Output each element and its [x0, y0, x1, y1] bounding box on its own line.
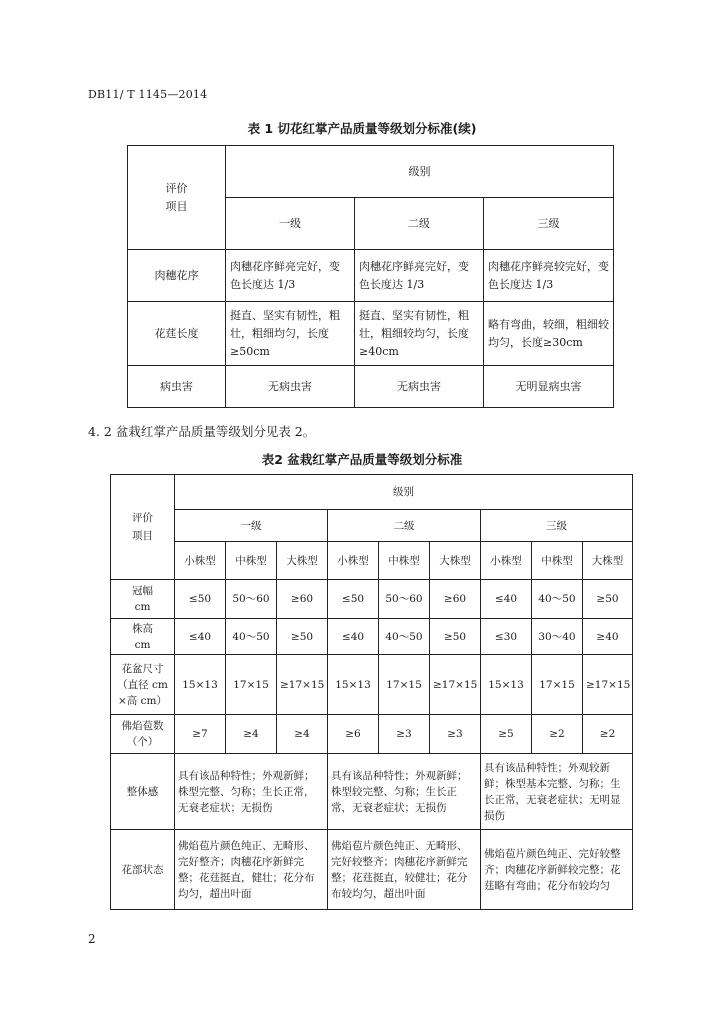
table-cell: 40～50 — [226, 619, 277, 655]
table-cell: 佛焰苞片颜色纯正、无畸形、完好整齐；肉穗花序新鲜完整；花莛挺直，健壮；花分布均匀，超出叶面 — [175, 830, 328, 910]
table-cell: 40～50 — [532, 580, 583, 619]
table-cell: ≤40 — [175, 619, 226, 655]
grade-header: 二级 — [355, 198, 484, 250]
table-cell: ≥50 — [583, 580, 633, 619]
table-cell: ≤30 — [481, 619, 532, 655]
item-header-cell — [128, 146, 226, 250]
table-cell: ≥60 — [277, 580, 328, 619]
table-cell: 略有弯曲，较细，粗细较均匀，长度≥30cm — [484, 302, 614, 366]
table-cell: ≤50 — [175, 580, 226, 619]
table-cell: 15×13 — [175, 655, 226, 715]
row-label: 病虫害 — [128, 366, 226, 408]
grade-header: 二级 — [328, 510, 481, 542]
table2-caption: 表2 盆栽红掌产品质量等级划分标准 — [261, 452, 463, 467]
table-cell: ≥17×15 — [583, 655, 633, 715]
table-cell: ≥2 — [532, 715, 583, 754]
item-header-line2: 项目 — [165, 199, 188, 213]
table-cell: 15×13 — [328, 655, 379, 715]
item-header-cell — [111, 475, 175, 580]
table-row — [111, 715, 633, 754]
grade-header: 一级 — [175, 510, 328, 542]
table-row — [111, 580, 633, 619]
plant-type-header: 大株型 — [430, 542, 481, 580]
table-row — [111, 619, 633, 655]
row-label-line: （直径 cm — [117, 678, 168, 691]
table-cell: 挺直、坚实有韧性，粗壮，粗细较均匀，长度≥40cm — [355, 302, 484, 366]
item-header-line1: 评价 — [132, 512, 153, 524]
row-label: 整体感 — [111, 754, 175, 830]
table-cell: 具有该品种特性；外观较新鲜；株型基本完整、匀称；生长正常，无衰老症状；无明显损伤 — [481, 754, 633, 830]
plant-type-header: 小株型 — [328, 542, 379, 580]
table-cell: 肉穗花序鲜亮完好，变色长度达 1/3 — [226, 250, 355, 302]
table-cell: 40～50 — [379, 619, 430, 655]
level-header: 级别 — [175, 475, 633, 510]
plant-type-header: 大株型 — [277, 542, 328, 580]
row-label: 花莛长度 — [128, 302, 226, 366]
table-cell: 17×15 — [379, 655, 430, 715]
table1-caption: 表 1 切花红掌产品质量等级划分标准(续) — [247, 121, 477, 136]
table-cell: 无明显病虫害 — [484, 366, 614, 408]
table-cell: 50～60 — [379, 580, 430, 619]
grade-header: 一级 — [226, 198, 355, 250]
row-label-line: 株高 — [132, 622, 153, 635]
table-cell: ≥2 — [583, 715, 633, 754]
table-cell: 17×15 — [532, 655, 583, 715]
table-cell: 佛焰苞片颜色纯正、完好较整齐；肉穗花序新鲜较完整；花莛略有弯曲；花分布较均匀 — [481, 830, 633, 910]
plant-type-header: 中株型 — [379, 542, 430, 580]
row-label-line: 花盆尺寸 — [121, 662, 164, 675]
table-cell: ≥3 — [379, 715, 430, 754]
plant-type-header: 大株型 — [583, 542, 633, 580]
table-cell: ≥17×15 — [277, 655, 328, 715]
level-header: 级别 — [226, 146, 614, 198]
table-row — [111, 754, 633, 830]
item-header-line1: 评价 — [165, 181, 188, 195]
row-label-line: 冠幅 — [132, 585, 153, 597]
table1 — [127, 145, 614, 408]
table-cell: ≥7 — [175, 715, 226, 754]
row-label-line: cm — [134, 601, 151, 613]
row-label-line: 佛焰苞数 — [121, 720, 164, 732]
table-cell: ≥4 — [226, 715, 277, 754]
table-cell: 无病虫害 — [226, 366, 355, 408]
row-label-line: cm — [134, 638, 151, 651]
table-cell: 50～60 — [226, 580, 277, 619]
table-cell: ≥5 — [481, 715, 532, 754]
table-cell: 具有该品种特性；外观新鲜；株型完整、匀称；生长正常，无衰老症状；无损伤 — [175, 754, 328, 830]
table-row — [128, 302, 614, 366]
table-cell: 肉穗花序鲜亮完好，变色长度达 1/3 — [355, 250, 484, 302]
grade-header: 三级 — [481, 510, 633, 542]
table-cell: ≥17×15 — [430, 655, 481, 715]
table-cell: ≥60 — [430, 580, 481, 619]
document-code: DB11/ T 1145—2014 — [88, 88, 208, 101]
table-cell: 佛焰苞片颜色纯正、无畸形、完好较整齐；肉穗花序新鲜完整；花莛挺直，较健壮；花分布较均匀，超出叶面 — [328, 830, 481, 910]
plant-type-header: 中株型 — [226, 542, 277, 580]
table-row — [128, 250, 614, 302]
table-cell: ≥50 — [277, 619, 328, 655]
row-label: 花部状态 — [111, 830, 175, 910]
table-cell: 挺直、坚实有韧性，粗壮，粗细均匀，长度≥50cm — [226, 302, 355, 366]
table-cell: 无病虫害 — [355, 366, 484, 408]
page-number: 2 — [88, 932, 96, 946]
table-row — [128, 366, 614, 408]
table-cell: ≥6 — [328, 715, 379, 754]
table-row — [111, 655, 633, 715]
table2 — [110, 474, 633, 910]
plant-type-header: 小株型 — [175, 542, 226, 580]
row-label-line: ×高 cm） — [118, 694, 167, 707]
row-label: 肉穗花序 — [128, 250, 226, 302]
table-cell: 17×15 — [226, 655, 277, 715]
row-label — [111, 655, 175, 715]
table-cell: 肉穗花序鲜亮较完好，变色长度达 1/3 — [484, 250, 614, 302]
row-label — [111, 619, 175, 655]
table-cell: 30～40 — [532, 619, 583, 655]
table-cell: ≥40 — [583, 619, 633, 655]
table-row — [111, 830, 633, 910]
plant-type-header: 小株型 — [481, 542, 532, 580]
table-cell: ≤40 — [328, 619, 379, 655]
table-cell: ≥4 — [277, 715, 328, 754]
table-cell: 15×13 — [481, 655, 532, 715]
section-4-2-text: 4. 2 盆栽红掌产品质量等级划分见表 2。 — [88, 424, 316, 439]
table-cell: ≥3 — [430, 715, 481, 754]
table-cell: 具有该品种特性；外观新鲜；株型较完整、匀称；生长正常，无衰老症状；无损伤 — [328, 754, 481, 830]
grade-header: 三级 — [484, 198, 614, 250]
table-cell: ≤50 — [328, 580, 379, 619]
table-cell: ≥50 — [430, 619, 481, 655]
item-header-line2: 项目 — [132, 530, 153, 542]
table-cell: ≤40 — [481, 580, 532, 619]
row-label — [111, 715, 175, 754]
row-label — [111, 580, 175, 619]
plant-type-header: 中株型 — [532, 542, 583, 580]
row-label-line: （个） — [126, 736, 159, 748]
